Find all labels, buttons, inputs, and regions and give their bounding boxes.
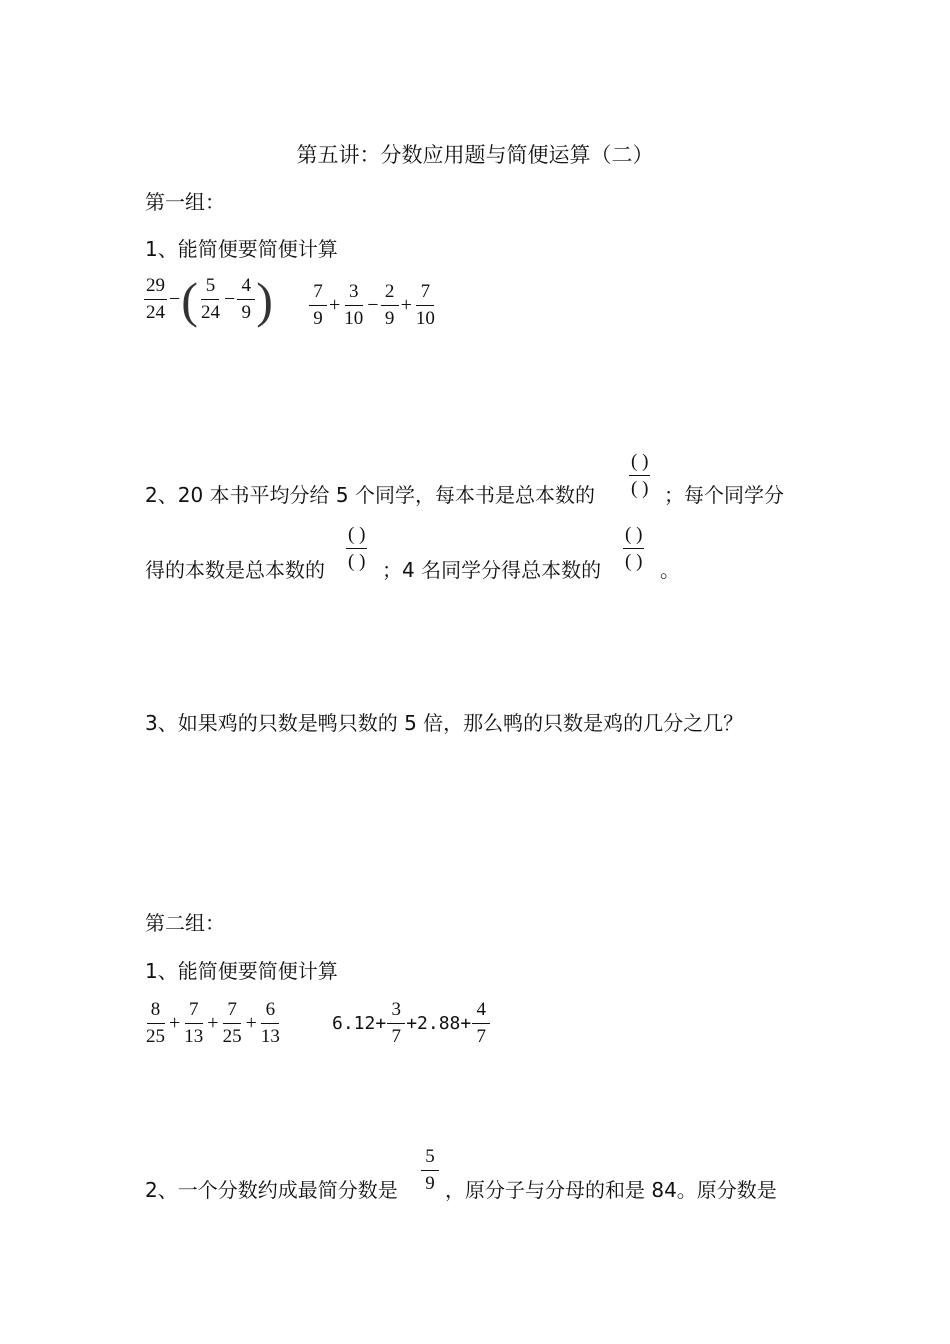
plus-sign: + <box>245 1012 257 1034</box>
fraction: $\frac{3}{10}$ <box>344 281 364 329</box>
group2-heading: 第二组： <box>145 911 225 935</box>
group1-q2-line2-end: 。 <box>660 558 680 582</box>
group1-q2-line1 <box>145 481 595 509</box>
group1-heading: 第一组： <box>145 190 225 214</box>
minus-sign: − <box>367 294 379 316</box>
fraction: $\frac{2}{9}$ <box>381 280 399 331</box>
plus-sign: + <box>400 294 412 316</box>
fraction: $\frac{6}{13}$ <box>260 999 280 1047</box>
right-paren: ) <box>256 271 273 328</box>
decimal-term: +2.88+ <box>406 1013 472 1034</box>
group1-q1-label: 1、能简便要简便计算 <box>145 237 338 261</box>
fraction: $\frac{7}{9}$ <box>309 280 327 331</box>
fraction: $\frac{5}{24}$ <box>200 275 220 323</box>
decimal-term: 6.12+ <box>332 1013 387 1034</box>
plus-sign: + <box>169 1012 181 1034</box>
fraction: $\frac{3}{7}$ <box>387 998 405 1049</box>
group2-q1-expression-b <box>332 998 491 1049</box>
minus-sign: − <box>169 288 181 310</box>
q2-text: 2、20 本书平均分给 5 个同学，每本书是总本数的 <box>145 483 595 507</box>
group2-q2-text-end: ，原分子与分母的和是 84。原分数是 <box>445 1178 777 1202</box>
group2-q2-text: 2、一个分数约成最简分数是 <box>145 1178 398 1202</box>
fraction: $\frac{7}{13}$ <box>184 999 204 1047</box>
fraction: $\frac{7}{10}$ <box>415 281 435 329</box>
group1-q2-line2-mid: ；4 名同学分得总本数的 <box>382 558 602 582</box>
fraction: $\frac{4}{7}$ <box>472 998 490 1049</box>
blank-fraction-3[interactable]: $\frac{( )}{( )}$ <box>625 524 643 572</box>
fraction: $\frac{7}{25}$ <box>222 999 242 1047</box>
simplest-fraction: $\frac{5}{9}$ <box>420 1145 440 1196</box>
blank-fraction-2[interactable]: $\frac{( )}{( )}$ <box>348 524 366 572</box>
group2-q1-label: 1、能简便要简便计算 <box>145 959 338 983</box>
group1-q3: 3、如果鸡的只数是鸭只数的 5 倍，那么鸭的只数是鸡的几分之几？ <box>145 711 744 735</box>
group1-q2-line1-end: ；每个同学分 <box>664 483 784 507</box>
plus-sign: + <box>329 294 341 316</box>
group2-q1-expression-a <box>143 998 283 1049</box>
group1-q1-expression-b <box>308 280 438 331</box>
blank-fraction-1[interactable]: $\frac{( )}{( )}$ <box>631 451 649 499</box>
fraction: $\frac{8}{25}$ <box>146 999 165 1047</box>
minus-sign: − <box>223 288 236 310</box>
group1-q1-expression-a <box>143 271 273 328</box>
page-title: 第五讲：分数应用题与简便运算（二） <box>296 143 654 167</box>
left-paren: ( <box>181 271 198 328</box>
group1-q2-line2: 得的本数是总本数的 <box>145 558 325 582</box>
plus-sign: + <box>207 1012 219 1034</box>
fraction: $\frac{4}{9}$ <box>237 274 255 325</box>
fraction: $\frac{29}{24}$ <box>146 275 165 323</box>
